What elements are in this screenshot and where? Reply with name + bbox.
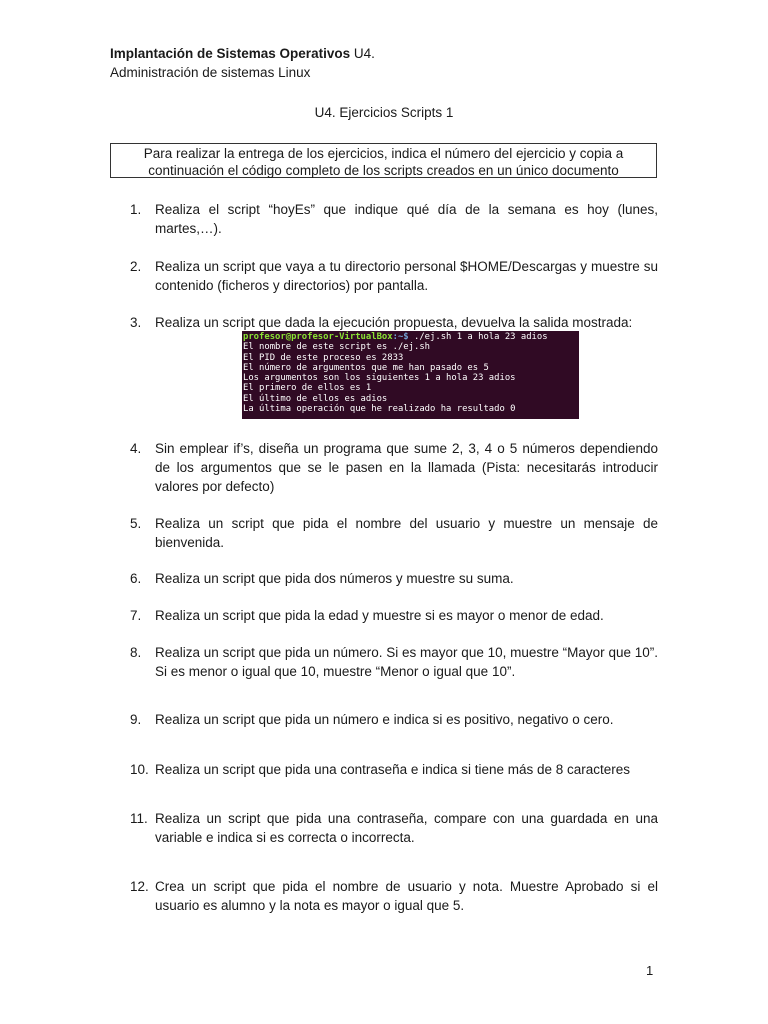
exercise-number: 8. [130,645,142,660]
exercise-text: Realiza un script que dada la ejecución propuesta, devuelva la salida mostrada: [155,315,633,330]
exercise-text: Realiza un script que pida un número. Si es mayor que 10, muestre “Mayor que 10”. Si es menor o igual que 10, muestre “Menor o igual que 10”. [155,645,658,679]
exercise-number: 5. [130,516,142,531]
terminal-output-line: El último de ellos es adios [243,393,388,404]
exercise-number: 2. [130,259,142,274]
terminal-screenshot [242,331,579,419]
exercise-text: Sin emplear if’s, diseña un programa que sume 2, 3, 4 o 5 números dependiendo de los argumentos que se le pasen en la llamada (Pista: necesitarás introducir valores por defecto) [155,441,658,494]
exercise-text: Realiza un script que pida la edad y muestre si es mayor o menor de edad. [155,608,604,623]
terminal-output-line: El número de argumentos que me han pasado es 5 [243,362,489,373]
exercise-2 [130,257,658,295]
document-header [110,44,375,82]
exercise-text: Realiza un script que pida una contraseña, compare con una guardada en una variable e indica si es correcta o incorrecta. [155,811,658,845]
exercise-4 [130,439,658,496]
exercise-number: 4. [130,441,142,456]
terminal-output-line: Los argumentos son los siguientes 1 a hola 23 adios [243,373,516,384]
instructions-line-2: continuación el código completo de los scripts creados en un único documento [148,163,619,178]
exercise-text: Realiza un script que vaya a tu directorio personal $HOME/Descargas y muestre su contenido (ficheros y directorios) por pantalla. [155,259,658,293]
instructions-line-1: Para realizar la entrega de los ejercicios, indica el número del ejercicio y copia a [143,146,624,161]
page-title: U4. Ejercicios Scripts 1 [314,105,454,120]
exercise-6 [130,569,658,588]
terminal-prompt-path: :~$ [392,332,409,342]
unit-label: U4. [353,46,375,61]
exercise-11 [130,809,658,847]
exercise-number: 3. [130,315,142,330]
course-title: Implantación de Sistemas Operativos [110,46,351,61]
exercise-number: 12. [130,879,149,894]
exercise-1 [130,200,658,238]
exercise-12 [130,877,658,915]
exercise-3 [130,313,658,332]
exercise-number: 7. [130,608,142,623]
exercise-8 [130,643,658,681]
terminal-output-line: La última operación que he realizado ha resultado 0 [243,404,516,415]
exercise-text: Realiza un script que pida dos números y muestre su suma. [155,571,514,586]
exercise-number: 11. [130,811,148,826]
terminal-output-line: El PID de este proceso es 2833 [243,352,404,363]
exercise-number: 6. [130,571,142,586]
exercise-text: Realiza el script “hoyEs” que indique qué día de la semana es hoy (lunes, martes,…). [155,202,658,236]
terminal-output-line: El nombre de este script es ./ej.sh [243,342,431,353]
exercise-text: Crea un script que pida el nombre de usuario y nota. Muestre Aprobado si el usuario es alumno y la nota es mayor o igual que 5. [155,879,658,913]
exercise-number: 10. [130,762,149,777]
exercise-10 [130,760,658,779]
terminal-output-line: El primero de ellos es 1 [243,383,372,394]
page-number: 1 [646,963,654,978]
exercise-text: Realiza un script que pida el nombre del usuario y muestre un mensaje de bienvenida. [155,516,658,550]
exercise-number: 1. [130,202,142,217]
exercise-9 [130,710,658,729]
terminal-prompt-user: profesor@profesor-VirtualBox [243,332,393,342]
course-subtitle: Administración de sistemas Linux [110,65,311,80]
instructions-box [110,143,657,178]
exercise-text: Realiza un script que pida un número e indica si es positivo, negativo o cero. [155,712,614,727]
exercise-5 [130,514,658,552]
terminal-command: ./ej.sh 1 a hola 23 adios [408,332,548,342]
exercise-number: 9. [130,712,142,727]
exercise-7 [130,606,658,625]
exercise-text: Realiza un script que pida una contraseña e indica si tiene más de 8 caracteres [155,762,631,777]
